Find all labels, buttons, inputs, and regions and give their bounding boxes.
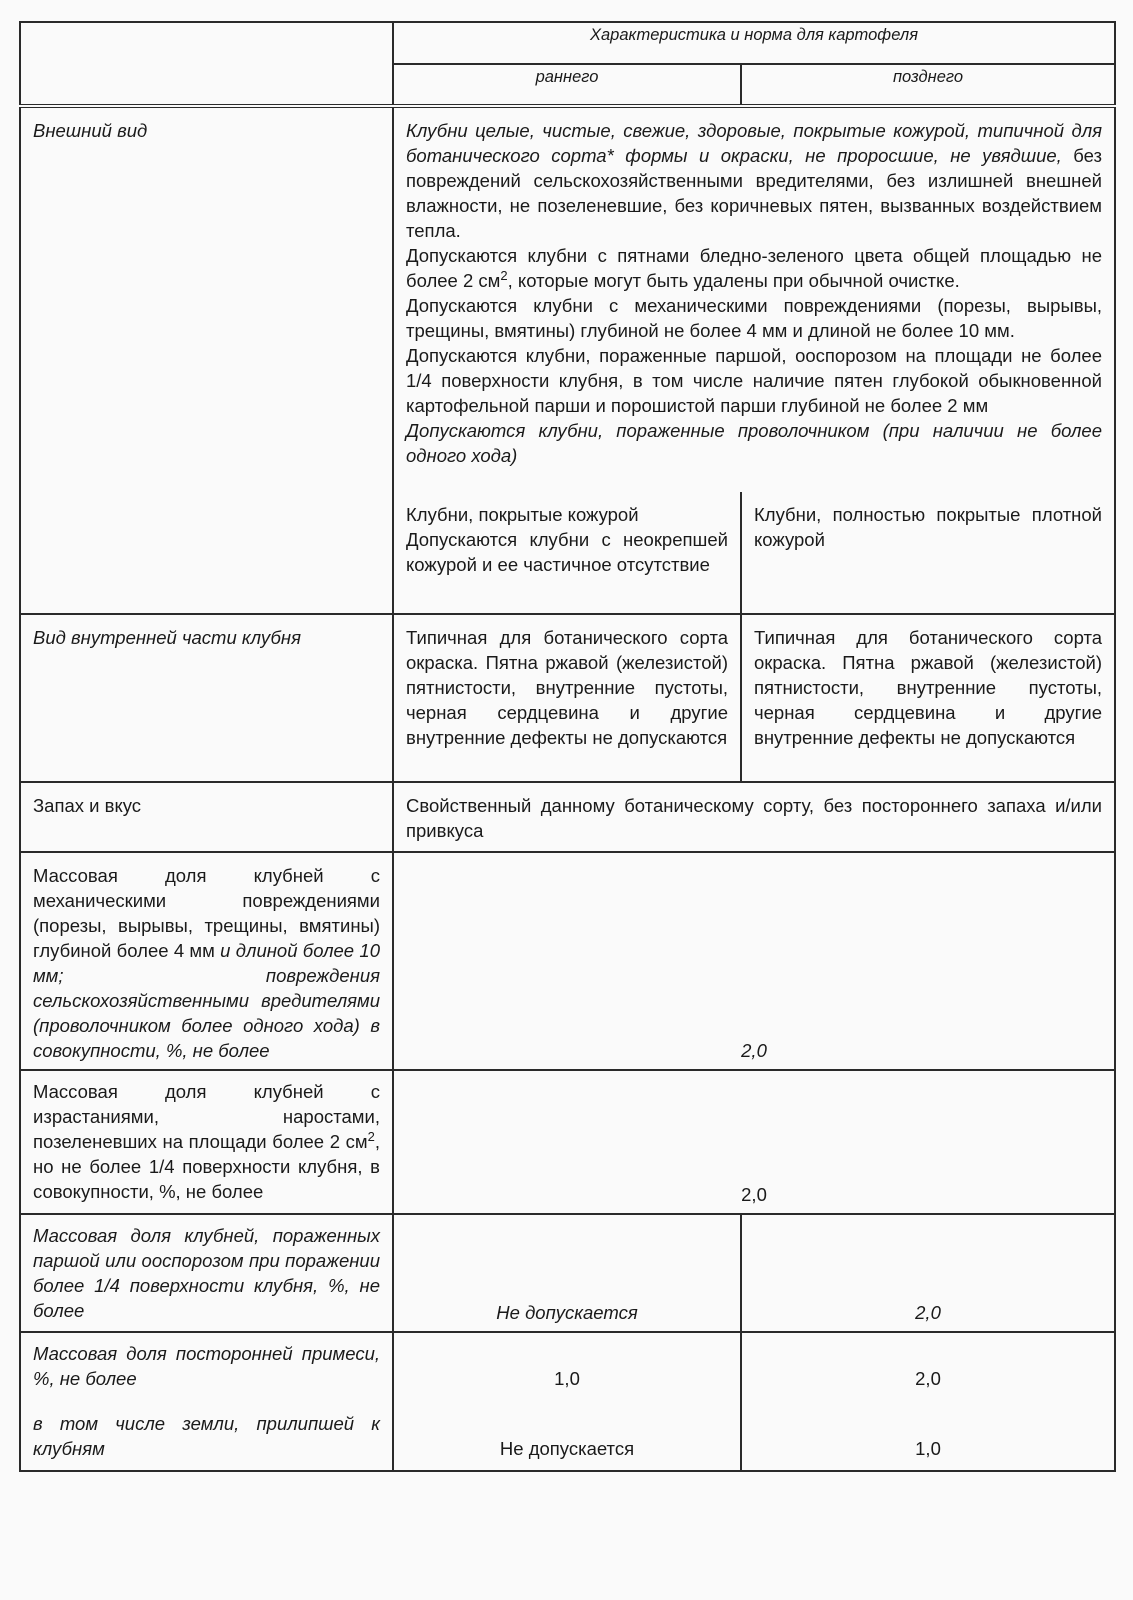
sprouts-value: 2,0 — [393, 1070, 1115, 1214]
scab-late: 2,0 — [741, 1214, 1115, 1332]
row-smell — [20, 782, 1115, 852]
row-mech — [20, 852, 1115, 1070]
sprouts-label-a: Массовая доля клубней с израстаниями, наростами, позеленевших на площади более 2 см — [33, 1081, 380, 1152]
header-row-main — [20, 22, 1115, 64]
label-interior: Вид внутренней части клубня — [20, 614, 393, 782]
label-soil: в том числе земли, прилипшей к клубням — [33, 1413, 380, 1459]
row-foreign — [20, 1332, 1115, 1471]
label-sprouts — [20, 1070, 393, 1214]
appearance-p2-sup: 2 — [500, 267, 508, 283]
foreign-early-cell — [393, 1332, 741, 1471]
label-smell: Запах и вкус — [20, 782, 393, 852]
sprouts-label-b: , но не более 1/4 поверхности клубня, в совокупности, %, не более — [33, 1131, 380, 1202]
mech-label-plain: Массовая доля клубней с механическими повреждениями (порезы, вырывы, трещины, вмятины) глубиной более 4 мм — [33, 865, 380, 961]
label-appearance: Внешний вид — [20, 106, 393, 614]
foreign-late: 2,0 — [915, 1368, 941, 1389]
appearance-p2b: , которые могут быть удалены при обычной очистке. — [507, 270, 960, 291]
appearance-p1-rest: без повреждений сельскохозяйственными вредителями, без излишней внешней влажности, не позеленевшие, без коричневых пятен, вызванных воздействием тепла. — [406, 145, 1103, 241]
appearance-p1-italic: Клубни целые, чистые, свежие, здоровые, покрытые кожурой, типичной для ботанического сорта* формы и окраски, не проросшие, не увядшие, — [406, 120, 1103, 166]
interior-late: Типичная для ботанического сорта окраска. Пятна ржавой (железистой) пятнистости, внутренние пустоты, черная сердцевина и другие внутренние дефекты не допускаются — [741, 614, 1115, 782]
sprouts-label-sup: 2 — [367, 1128, 375, 1144]
interior-early: Типичная для ботанического сорта окраска. Пятна ржавой (железистой) пятнистости, внутренние пустоты, черная сердцевина и другие внутренние дефекты не допускаются — [393, 614, 741, 782]
foreign-late-cell — [741, 1332, 1115, 1471]
appearance-early-1: Клубни, покрытые кожурой — [406, 504, 639, 525]
appearance-late: Клубни, полностью покрытые плотной кожурой — [741, 492, 1115, 614]
header-late: позднего — [741, 64, 1115, 106]
foreign-early: 1,0 — [554, 1368, 580, 1389]
header-early: раннего — [393, 64, 741, 106]
appearance-p4: Допускаются клубни, пораженные паршой, ооспорозом на площади не более 1/4 поверхности клубня, в том числе наличие пятен глубокой обыкновенной картофельной парши и порошистой парши глубиной не более 2 мм — [406, 345, 1103, 416]
row-sprouts — [20, 1070, 1115, 1214]
mech-value: 2,0 — [393, 852, 1115, 1070]
label-scab: Массовая доля клубней, пораженных паршой или ооспорозом при поражении более 1/4 поверхности клубня, %, не более — [20, 1214, 393, 1332]
appearance-p3: Допускаются клубни с механическими повреждениями (порезы, вырывы, трещины, вмятины) глубиной не более 4 мм и длиной не более 10 мм. — [406, 295, 1103, 341]
appearance-early — [393, 492, 741, 614]
label-foreign: Массовая доля посторонней примеси, %, не более — [33, 1343, 380, 1389]
scab-early: Не допускается — [393, 1214, 741, 1332]
appearance-p5: Допускаются клубни, пораженные проволочником (при наличии не более одного хода) — [406, 420, 1103, 466]
appearance-p2a: Допускаются клубни с пятнами бледно-зеленого цвета общей площадью не более 2 см — [406, 245, 1103, 291]
header-empty-cell — [20, 22, 393, 106]
row-scab — [20, 1214, 1115, 1332]
label-mech — [20, 852, 393, 1070]
appearance-common — [393, 106, 1115, 492]
mech-label-italic: и длиной более 10 мм; повреждения сельскохозяйственными вредителями (проволочником более одного хода) в совокупности, %, не более — [33, 940, 380, 1061]
soil-late: 1,0 — [915, 1438, 941, 1459]
header-main: Характеристика и норма для картофеля — [393, 22, 1115, 64]
label-foreign-cell — [20, 1332, 393, 1471]
potato-spec-table — [19, 21, 1116, 1472]
row-appearance — [20, 106, 1115, 492]
smell-value: Свойственный данному ботаническому сорту, без постороннего запаха и/или привкуса — [393, 782, 1115, 852]
row-interior — [20, 614, 1115, 782]
soil-early: Не допускается — [499, 1438, 635, 1459]
appearance-early-2: Допускаются клубни с неокрепшей кожурой и ее частичное отсутствие — [406, 529, 728, 575]
